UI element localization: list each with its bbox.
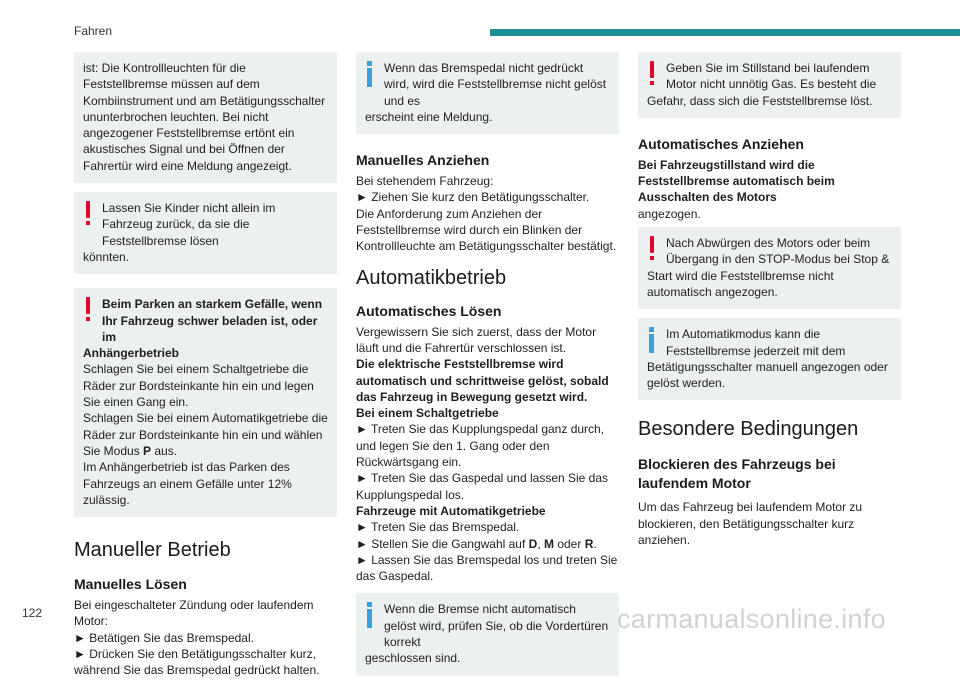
warning-box-throttle	[638, 52, 901, 118]
manual-gearbox-label: Bei einem Schaltgetriebe	[356, 406, 499, 421]
release-intro: Bei eingeschalteter Zündung oder laufendem Motor:	[74, 598, 314, 629]
auto-apply-rest: angezogen.	[638, 206, 701, 221]
separator: oder	[554, 536, 585, 551]
heading-manual-operation: Manueller Betrieb	[74, 539, 231, 562]
period: .	[593, 536, 597, 551]
warning-icon	[83, 297, 93, 325]
heading-automatic-operation: Automatikbetrieb	[356, 266, 507, 289]
auto-apply-bold: Bei Fahrzeugstillstand wird die Feststellbremse automatisch beim Ausschalten des Motors	[638, 157, 835, 205]
apply-intro: Bei stehendem Fahrzeug:	[356, 174, 494, 189]
step-text: ► Stellen Sie die Gangwahl auf	[356, 536, 529, 551]
box-text-p2: Schlagen Sie bei einem Automatikgetriebe die Räder zur Bordsteinkante hin ein und wählen Sie Modus	[83, 411, 328, 458]
continued-info-box	[74, 52, 337, 183]
info-icon	[647, 327, 657, 355]
subheading-manual-apply: Manuelles Anziehen	[356, 152, 490, 169]
watermark: carmanualsonline.info	[617, 604, 886, 634]
box-text-lead: Wenn das Bremspedal nicht gedrückt wird, wird die Feststellbremse nicht gelöst und es	[384, 61, 607, 108]
box-text-lead: Wenn die Bremse nicht automatisch gelöst wird, prüfen Sie, ob die Vordertüren korrekt	[384, 602, 609, 650]
gear-r: R	[584, 536, 594, 551]
automatic-gearbox-step-3: ► Lassen Sie das Bremspedal los und treten Sie das Gaspedal.	[356, 552, 618, 584]
box-text: ist: Die Kontrollleuchten für die Feststellbremse müssen auf dem Kombiinstrument und am Betätigungsschalter ununterbrochen leuchten. Bei nicht angezogener Feststellbremse ertönt ein akustisches Signal und bei Öffnen der Fahrertür wird eine Meldung angezeigt.	[83, 61, 326, 173]
info-box-auto-mode	[638, 318, 901, 400]
box-text-rest: könnten.	[83, 249, 130, 264]
box-text-lead-rest: Anhängerbetrieb	[83, 346, 180, 361]
box-text-rest: Start wird die Feststellbremse nicht automatisch angezogen.	[647, 268, 834, 299]
column-2	[356, 52, 619, 685]
info-box-doors	[356, 593, 619, 675]
mode-p: P	[143, 443, 152, 458]
warning-icon	[83, 201, 93, 229]
box-text-rest: Gefahr, dass sich die Feststellbremse löst.	[647, 93, 873, 108]
subheading-automatic-release: Automatisches Lösen	[356, 302, 502, 319]
box-text-rest: geschlossen sind.	[365, 651, 461, 666]
block-text: Um das Fahrzeug bei laufendem Motor zu blockieren, den Betätigungsschalter kurz anziehen.	[638, 500, 863, 548]
automatic-gearbox-step-2	[356, 536, 619, 552]
subheading-block-vehicle: Blockieren des Fahrzeugs bei laufendem Motor	[638, 456, 836, 492]
box-text-p2-end: aus.	[151, 443, 178, 458]
separator: ,	[537, 536, 544, 551]
gear-m: M	[544, 536, 554, 551]
release-step-1: ► Betätigen Sie das Bremspedal.	[74, 630, 254, 645]
info-box-brake-pedal	[356, 52, 619, 134]
column-1	[74, 52, 337, 679]
apply-note: Die Anforderung zum Anziehen der Feststellbremse wird durch ein Blinken der Kontrollleuchte am Betätigungsschalter bestätigt.	[356, 206, 617, 254]
warning-box-stop-start	[638, 227, 901, 309]
box-text-rest: Betätigungsschalter manuell angezogen oder gelöst werden.	[647, 359, 888, 391]
box-text-p3: Im Anhängerbetrieb ist das Parken des Fahrzeugs an einem Gefälle unter 12% zulässig.	[83, 460, 292, 507]
automatic-gearbox-step-1: ► Treten Sie das Bremspedal.	[356, 520, 520, 535]
column-3	[638, 52, 901, 548]
manual-gearbox-step-1: ► Treten Sie das Kupplungspedal ganz durch, und legen Sie den 1. Gang oder den Rückwärtsgang ein.	[356, 422, 605, 470]
heading-special-conditions: Besondere Bedingungen	[638, 418, 859, 441]
warning-box-children	[74, 192, 337, 274]
box-text-rest: erscheint eine Meldung.	[365, 109, 493, 124]
header-accent-bar	[490, 29, 960, 36]
box-text-p1: Schlagen Sie bei einem Schaltgetriebe die Räder zur Bordsteinkante hin ein und legen Sie einen Gang ein.	[83, 362, 314, 410]
box-text-lead: Lassen Sie Kinder nicht allein im Fahrzeug zurück, da sie die Feststellbremse lösen	[102, 201, 276, 248]
box-text-lead: Nach Abwürgen des Motors oder beim Übergang in den STOP-Modus bei Stop &	[666, 236, 890, 267]
release-step-2: ► Drücken Sie den Betätigungsschalter kurz, während Sie das Bremspedal gedrückt halten.	[74, 647, 320, 678]
apply-step-1: ► Ziehen Sie kurz den Betätigungsschalter.	[356, 190, 590, 205]
box-text-lead: Beim Parken an starkem Gefälle, wenn Ihr Fahrzeug schwer beladen ist, oder im	[102, 297, 323, 344]
box-text-lead: Geben Sie im Stillstand bei laufendem Motor nicht unnötig Gas. Es besteht die	[666, 61, 877, 92]
auto-intro: Vergewissern Sie sich zuerst, dass der Motor läuft und die Fahrertür verschlossen ist.	[356, 324, 597, 355]
warning-box-parking	[74, 288, 337, 517]
warning-icon	[647, 236, 657, 264]
subheading-automatic-apply: Automatisches Anziehen	[638, 135, 804, 152]
box-text-lead: Im Automatikmodus kann die Feststellbremse jederzeit mit dem	[666, 327, 846, 358]
gear-d: D	[528, 536, 538, 551]
page-number: 122	[22, 606, 43, 620]
manual-gearbox-step-2: ► Treten Sie das Gaspedal und lassen Sie das Kupplungspedal los.	[356, 471, 609, 502]
info-icon	[365, 602, 375, 630]
warning-icon	[647, 61, 657, 89]
header-title: Fahren	[74, 24, 113, 38]
info-icon	[365, 61, 375, 89]
auto-bold-note: Die elektrische Feststellbremse wird automatisch und schrittweise gelöst, sobald das Fahrzeug in Bewegung gesetzt wird.	[356, 357, 609, 404]
automatic-gearbox-label: Fahrzeuge mit Automatikgetriebe	[356, 503, 546, 518]
subheading-manual-release: Manuelles Lösen	[74, 576, 187, 593]
